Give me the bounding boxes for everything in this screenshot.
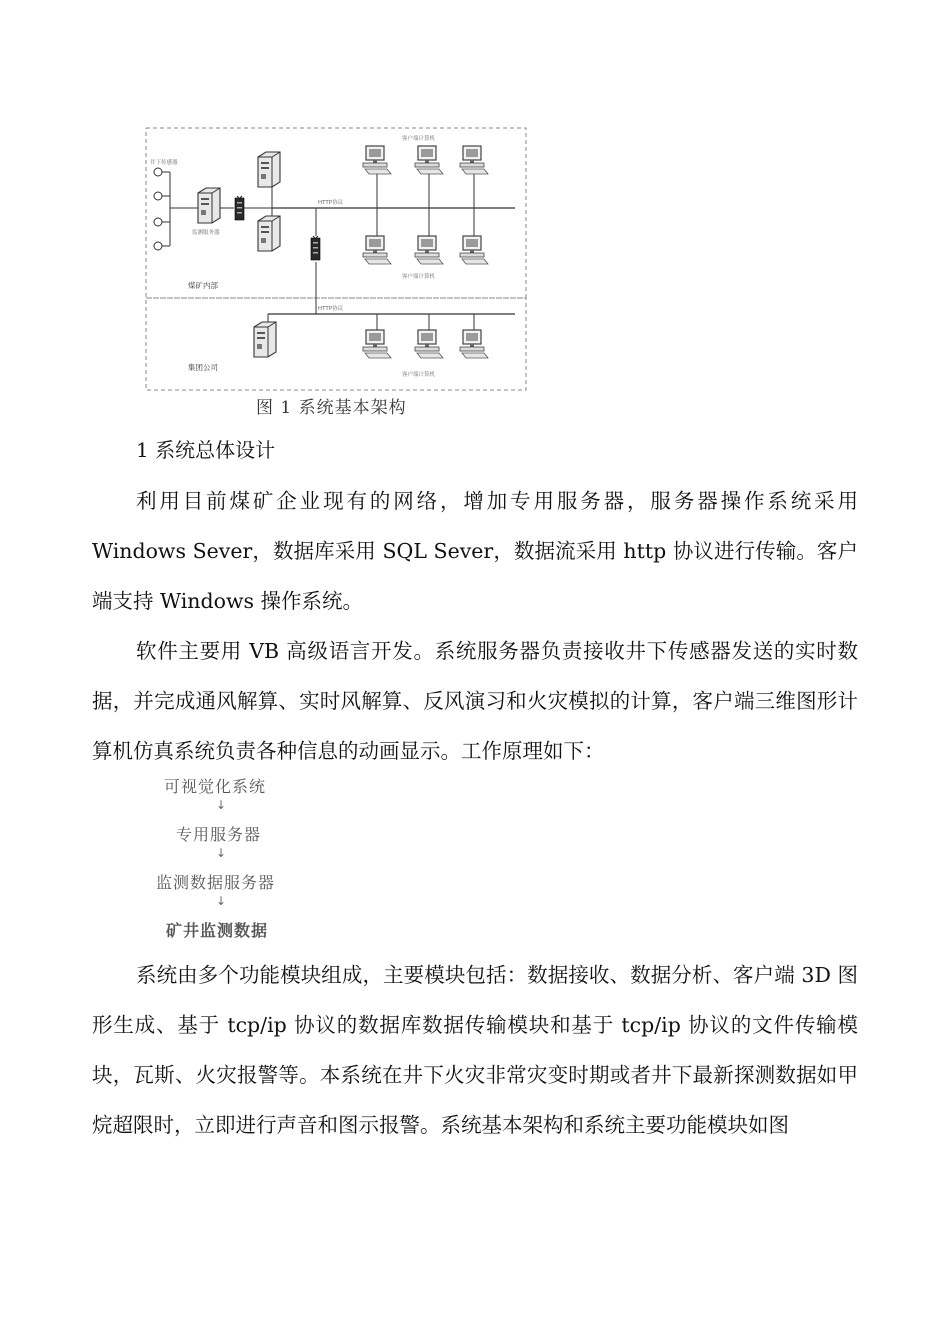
down-arrow-icon: ↓ — [216, 798, 227, 812]
client-label-top: 客户端计算机 — [402, 136, 436, 142]
client-pc-icon — [460, 330, 488, 358]
flow-step: 监测数据服务器 — [156, 873, 276, 892]
paragraph: 系统由多个功能模块组成，主要模块包括：数据接收、数据分析、客户端 3D 图形生成、基于 tcp/ip 协议的数据库数据传输模块和基于 tcp/ip 协议的文件传输模块，瓦斯、火灾报警等。本系统在井下火灾非常灾变时期或者井下最新探测数据如甲烷超限时，立即进行声音和图示报警。系统基本架构和系统主要功能模块如图 — [92, 963, 858, 1137]
http-label-top: HTTP协议 — [318, 200, 344, 206]
work-principle-flow — [150, 770, 300, 946]
figure-caption: 图 1 系统基本架构 — [256, 398, 407, 418]
mine-internal-label: 煤矿内部 — [188, 281, 218, 290]
client-label-bottom: 客户端计算机 — [402, 372, 436, 378]
paragraph: 软件主要用 VB 高级语言开发。系统服务器负责接收井下传感器发送的实时数据，并完成通风解算、实时风解算、反风演习和火灾模拟的计算，客户端三维图形计算机仿真系统负责各种信息的动画显示。工作原理如下： — [92, 639, 858, 763]
client-pc-icon — [363, 236, 391, 264]
monitor-server-icon — [198, 188, 220, 223]
flow-step: 专用服务器 — [176, 825, 262, 844]
switch-icon-1 — [235, 196, 244, 220]
group-server-icon — [254, 322, 276, 357]
client-pc-icon — [415, 146, 443, 174]
section-heading: 1 系统总体设计 — [136, 438, 276, 462]
down-arrow-icon: ↓ — [216, 894, 227, 908]
flow-step: 可视觉化系统 — [164, 777, 267, 796]
monitor-server-label: 监测服务器 — [192, 230, 220, 236]
client-pc-icon — [460, 236, 488, 264]
group-company-label: 集团公司 — [188, 363, 218, 372]
http-label-bottom: HTTP协议 — [318, 306, 344, 312]
figure-system-architecture — [140, 124, 532, 424]
switch-icon-2 — [311, 236, 320, 260]
paragraph: 利用目前煤矿企业现有的网络，增加专用服务器，服务器操作系统采用 Windows Sever，数据库采用 SQL Sever，数据流采用 http 协议进行传输。客户端支持 Windows 操作系统。 — [92, 489, 858, 613]
architecture-diagram — [140, 124, 532, 394]
flow-step: 矿井监测数据 — [166, 921, 269, 940]
server-icon-top — [258, 152, 280, 187]
client-label-mid: 客户端计算机 — [402, 274, 436, 280]
server-icon-bottom — [258, 216, 280, 251]
client-pc-icon — [415, 330, 443, 358]
sensor-label: 井下传感器 — [150, 160, 178, 166]
client-pc-icon — [415, 236, 443, 264]
sensor-group — [154, 168, 198, 250]
client-pc-icon — [363, 146, 391, 174]
down-arrow-icon: ↓ — [216, 846, 227, 860]
client-pc-icon — [363, 330, 391, 358]
client-pc-icon — [460, 146, 488, 174]
